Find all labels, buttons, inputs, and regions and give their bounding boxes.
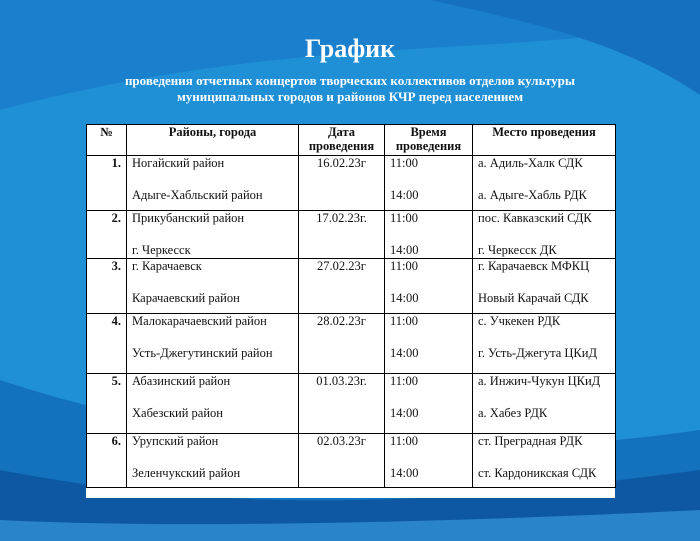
table-row (87, 434, 616, 488)
subtitle-line-2: муниципальных городов и районов КЧР перед населением (176, 89, 524, 104)
time-cell: 11:00 14:00 (385, 374, 473, 434)
district-cell: Абазинский район Хабезский район (127, 374, 299, 434)
table-row (87, 374, 616, 434)
page-title: График (304, 34, 396, 63)
date-cell: 27.02.23г (299, 259, 385, 314)
row-number: 5. (87, 374, 127, 434)
time-cell: 11:00 14:00 (385, 156, 473, 211)
place-cell: г. Карачаевск МФКЦ Новый Карачай СДК (473, 259, 616, 314)
date-cell: 01.03.23г. (299, 374, 385, 434)
header-time: Время проведения (385, 125, 473, 156)
row-number: 2. (87, 211, 127, 259)
header-district: Районы, города (127, 125, 299, 156)
row-number: 4. (87, 314, 127, 374)
subtitle-line-1: проведения отчетных концертов творческих коллективов отделов культуры (124, 73, 576, 88)
place-cell: а. Адиль-Халк СДК а. Адыге-Хабль РДК (473, 156, 616, 211)
date-cell: 02.03.23г (299, 434, 385, 488)
time-cell: 11:00 14:00 (385, 434, 473, 488)
place-cell: а. Инжич-Чукун ЦКиД а. Хабез РДК (473, 374, 616, 434)
row-number: 1. (87, 156, 127, 211)
place-cell: с. Учкекен РДК г. Усть-Джегута ЦКиД (473, 314, 616, 374)
header-date: Дата проведения (299, 125, 385, 156)
district-cell: Ногайский район Адыге-Хабльский район (127, 156, 299, 211)
table-header-row (87, 125, 616, 156)
table-row (87, 314, 616, 374)
header-place: Место проведения (473, 125, 616, 156)
district-cell: г. Карачаевск Карачаевский район (127, 259, 299, 314)
row-number: 6. (87, 434, 127, 488)
district-cell: Прикубанский район г. Черкесск (127, 211, 299, 259)
schedule-sheet (86, 124, 615, 498)
place-cell: пос. Кавказский СДК г. Черкесск ДК (473, 211, 616, 259)
district-cell: Урупский район Зеленчукский район (127, 434, 299, 488)
table-row (87, 259, 616, 314)
date-cell: 28.02.23г (299, 314, 385, 374)
row-number: 3. (87, 259, 127, 314)
table-row (87, 211, 616, 259)
date-cell: 17.02.23г. (299, 211, 385, 259)
date-cell: 16.02.23г (299, 156, 385, 211)
time-cell: 11:00 14:00 (385, 314, 473, 374)
schedule-table (86, 124, 616, 488)
page-subtitle (60, 73, 640, 105)
table-row (87, 156, 616, 211)
time-cell: 11:00 14:00 (385, 259, 473, 314)
header-num: № (87, 125, 127, 156)
time-cell: 11:00 14:00 (385, 211, 473, 259)
place-cell: ст. Преградная РДК ст. Кардоникская СДК (473, 434, 616, 488)
district-cell: Малокарачаевский район Усть-Джегутинский район (127, 314, 299, 374)
